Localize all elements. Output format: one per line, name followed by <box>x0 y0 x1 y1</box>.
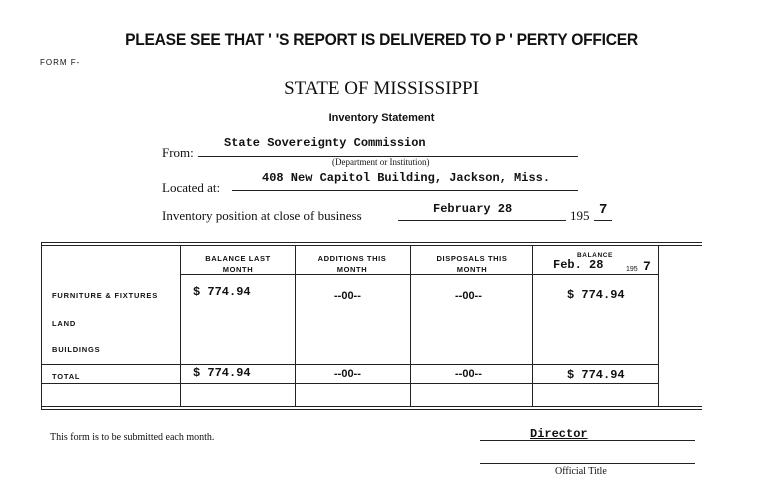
furniture-additions: --00-- <box>334 290 361 302</box>
from-value: State Sovereignty Commission <box>224 136 426 150</box>
header-balance-date: Feb. 28 <box>553 258 604 272</box>
total-balance-last-month: $ 774.94 <box>193 366 251 380</box>
row-label-land: LAND <box>52 319 77 328</box>
total-bottom-rule <box>41 383 658 384</box>
official-title-caption: Official Title <box>555 466 607 477</box>
row-label-buildings: BUILDINGS <box>52 345 101 354</box>
col-border-2 <box>295 245 296 406</box>
furniture-disposals: --00-- <box>455 290 482 302</box>
signature-title-value: Director <box>530 427 588 441</box>
document-subtitle: Inventory Statement <box>328 112 435 124</box>
furniture-balance-last-month: $ 774.94 <box>193 285 251 299</box>
position-date: February 28 <box>433 202 513 216</box>
table-bottom-rule-2 <box>41 409 702 410</box>
col-border-3 <box>410 245 411 406</box>
table-top-rule <box>41 242 702 243</box>
total-additions: --00-- <box>334 368 361 380</box>
total-balance: $ 774.94 <box>567 368 625 382</box>
official-title-underline <box>480 463 695 464</box>
col-border-4 <box>532 245 533 406</box>
header-balance: BALANCE <box>577 252 613 259</box>
row-label-total: TOTAL <box>52 372 81 381</box>
col-border-left <box>41 242 42 409</box>
position-year-prefix: 195 <box>570 208 590 223</box>
located-label: Located at: <box>162 180 221 195</box>
state-title: STATE OF MISSISSIPPI <box>284 78 479 99</box>
furniture-balance: $ 774.94 <box>567 288 625 302</box>
from-caption: (Department or Institution) <box>332 157 430 167</box>
header-disposals-this-month: DISPOSALS THIS MONTH <box>436 254 508 274</box>
position-year-underline <box>594 220 612 221</box>
signature-underline <box>480 440 695 441</box>
header-balance-year-suffix: 7 <box>643 259 651 274</box>
total-top-rule <box>41 364 658 365</box>
delivery-banner: PLEASE SEE THAT ' 'S REPORT IS DELIVERED TO P ' PERTY OFFICER <box>125 30 638 49</box>
header-balance-year-prefix: 195 <box>626 266 638 273</box>
from-label: From: <box>162 145 194 160</box>
located-value: 408 New Capitol Building, Jackson, Miss. <box>262 171 551 185</box>
submission-note: This form is to be submitted each month. <box>50 432 215 443</box>
located-underline <box>232 190 578 191</box>
position-year-suffix: 7 <box>599 202 608 218</box>
header-balance-last-month: BALANCE LAST MONTH <box>205 254 271 274</box>
form-number: FORM F- <box>40 58 81 67</box>
position-date-underline <box>398 220 566 221</box>
table-bottom-rule <box>41 406 702 407</box>
row-label-furniture-fixtures: FURNITURE & FIXTURES <box>52 291 158 300</box>
col-border-5 <box>658 245 659 406</box>
position-label: Inventory position at close of business <box>162 208 362 223</box>
table-top-rule-2 <box>41 245 702 246</box>
total-disposals: --00-- <box>455 368 482 380</box>
header-additions-this-month: ADDITIONS THIS MONTH <box>317 254 387 274</box>
col-border-1 <box>180 245 181 406</box>
